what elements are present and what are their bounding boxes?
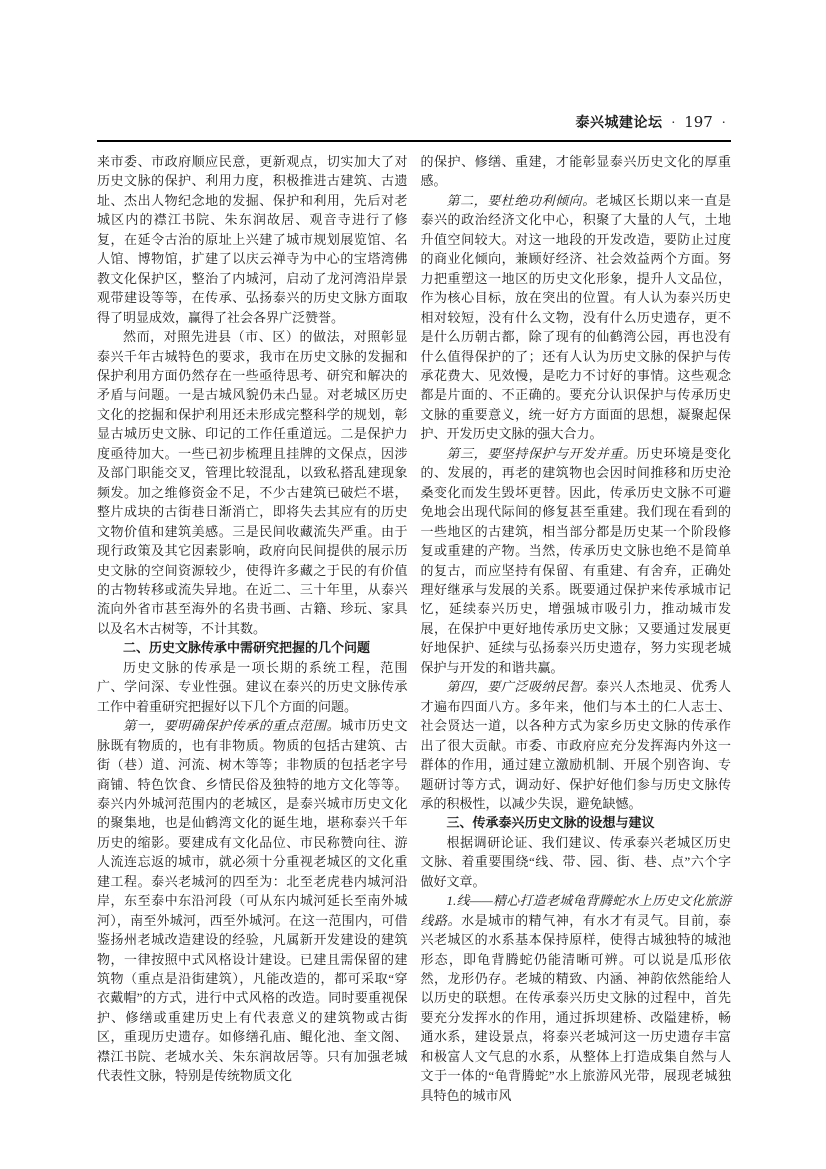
paragraph (421, 444, 732, 677)
paragraph-text: 城市历史文脉既有物质的，也有非物质。物质的包括古建筑、古街（巷）道、河流、树木等等；非物质的包括老字号商铺、特色饮食、乡情民俗及独特的地方文化等等。泰兴内外城河范围内的老城区，是泰兴城市历史文化的聚集地，也是仙鹤湾文化的诞生地，堪称泰兴千年历史的缩影。要建成有文化品位、市民称赞向往、游人流连忘返的城市，就必须十分重视老城区的文化重建工程。泰兴老城河的四至为：北至老虎巷内城河沿岸，东至泰中东沿河段（可从东内城河延长至南外城河），南至外城河，西至外城河。在这一范围内，可借鉴扬州老城改造建设的经验，凡属新开发建设的建筑物，一律按照中式风格设计建设。已建且需保留的建筑物（重点是沿街建筑），凡能改造的，都可采取“穿衣戴帽”的方式，进行中式风格的改造。同时要重视保护、修缮或重建历史上有代表意义的建筑物或古街区，重现历史遗存。如修缮孔庙、鲲化池、奎文阁、襟江书院、老城水关、朱东润故居等。只有加强老城代表性文脉，特别是传统物质文化 (97, 718, 408, 1084)
paragraph (421, 191, 732, 444)
page-header (97, 112, 731, 134)
paragraph-continuation: 的保护、修缮、重建，才能彰显泰兴历史文化的厚重感。 (420, 154, 731, 189)
journal-title: 泰兴城建论坛 (575, 114, 663, 130)
paragraph-lead: 第三，要坚持保护与开发并重。 (446, 445, 637, 461)
paragraph-text: 历史环境是变化的、发展的，再老的建筑物也会因时间推移和历史沧桑变化而发生毁坏更替。因此，传承历史文脉不可避免地会出现代际间的修复甚至重建。我们现在看到的一些地区的古建筑，相当部分都是历史某一个阶段修复或重建的产物。当然，传承历史文脉也绝不是简单的复古，而应坚持有保留、有重建、有舍弃，正确处理好继承与发展的关系。既要通过保护来传承城市记忆，延续泰兴历史，增强城市吸引力，推动城市发展，在保护中更好地传承历史文脉；又要通过发展更好地保护、延续与弘扬泰兴历史遗存，努力实现老城保护与开发的和谐共赢。 (420, 445, 731, 675)
page-number: 197 (684, 113, 713, 131)
paragraph-lead: 第一，要明确保护传承的重点范围。 (123, 718, 341, 734)
paragraph: 历史文脉的传承是一项长期的系统工程，范围广、学问深、专业性强。建议在泰兴的历史文脉传承工作中着重研究把握好以下几个方面的问题。 (97, 659, 408, 714)
left-column (97, 152, 408, 1105)
dot-separator: · (671, 116, 676, 131)
paragraph-continuation: 来市委、市政府顺应民意，更新观点，切实加大了对历史文脉的保护、利用力度，积极推进古建筑、古遗址、杰出人物纪念地的发掘、保护和利用，先后对老城区内的襟江书院、朱东润故居、观音寺进行了修复，在延令古治的原址上兴建了城市规划展览馆、名人馆、博物馆，扩建了以庆云禅寺为中心的宝塔湾佛教文化保护区，整治了内城河，启动了龙河湾沿岸景观带建设等等，在传承、弘扬泰兴的历史文脉方面取得了明显成效，赢得了社会各界广泛赞誉。 (97, 154, 408, 325)
text-columns (97, 152, 731, 1105)
paragraph: 根据调研论证、我们建议、传承泰兴老城区历史文脉、着重要围绕“线、带、园、街、巷、点”六个字做好文章。 (420, 834, 731, 889)
page-content (97, 112, 731, 1105)
paragraph-lead: 第二，要杜绝功利倾向。 (446, 192, 596, 208)
right-column (421, 152, 732, 1105)
paragraph (421, 891, 732, 1105)
paragraph-lead: 第四，要广泛吸纳民智。 (446, 679, 596, 695)
paragraph-lead: 1.线——精心打造老城龟背腾蛇水上历史文化旅游线路。 (420, 893, 731, 928)
paragraph: 然而，对照先进县（市、区）的做法，对照彰显泰兴千年古城特色的要求，我市在历史文脉的发掘和保护利用方面仍然存在一些亟待思考、研究和解决的矛盾与问题。一是古城风貌仍未凸显。对老城区历史文化的挖掘和保护利用还未形成完整科学的规划，彰显古城历史文脉、印记的工作任重道远。二是保护力度亟待加大。一些已初步梳理且挂牌的文保点，因涉及部门职能交叉，管理比较混乱，以致私搭乱建现象频发。加之维修资金不足，不少古建筑已破烂不堪，整片成块的古街巷日渐消亡，即将失去其应有的历史文物价值和建筑美感。三是民间收藏流失严重。由于现行政策及其它因素影响，政府向民间提供的展示历史文脉的空间资源较少，使得许多藏之于民的有价值的古物转移或流失异地。在近二、三十年里，从泰兴流向外省市甚至海外的名贵书画、古籍、珍玩、家具以及名木古树等，不计其数。 (97, 329, 408, 636)
header-rule (97, 140, 731, 142)
paragraph (97, 716, 408, 1086)
dot-separator: · (721, 116, 726, 131)
paragraph-text: 水是城市的精气神，有水才有灵气。目前，泰兴老城区的水系基本保持原样，使得古城独特的城池形态，即龟背腾蛇仍能清晰可辨。可以说是瓜形依然，龙形仍存。老城的精致、内涵、神韵依然能给人以历史的联想。在传承泰兴历史文脉的过程中，首先要充分发挥水的作用，通过拆坝建桥、改隘建桥，畅通水系，建设景点，将泰兴老城河这一历史遗存丰富和极富人文气息的水系，从整体上打造成集自然与人文于一体的“龟背腾蛇”水上旅游风光带，展现老城独具特色的城市风 (420, 912, 731, 1103)
paragraph-text: 泰兴人杰地灵、优秀人才遍布四面八方。多年来，他们与本土的仁人志士、社会贤达一道，以各种方式为家乡历史文脉的传承作出了很大贡献。市委、市政府应充分发挥海内外这一群体的作用，通过建立激励机制、开展个别咨询、专题研讨等方式，调动好、保护好他们参与历史文脉传承的积极性，以减少失误，避免缺憾。 (420, 679, 731, 811)
section-heading-problems: 二、历史文脉传承中需研究把握的几个问题 (123, 640, 371, 656)
section-heading-proposals: 三、传承泰兴历史文脉的设想与建议 (446, 815, 655, 831)
paragraph (421, 677, 732, 813)
paragraph-text: 老城区长期以来一直是泰兴的政治经济文化中心，积聚了大量的人气，土地升值空间较大。对这一地段的开发改造，要防止过度的商业化倾向，兼顾好经济、社会效益两个方面。努力把重塑这一地区的历史文化形象，提升人文品位，作为核心目标，放在突出的位置。有人认为泰兴历史相对较短，没有什么文物，没有什么历史遗存，更不是什么历朝古都，除了现有的仙鹤湾公园，再也没有什么值得保护的了；还有人认为历史文脉的保护与传承花费大、见效慢，是吃力不讨好的事情。这些观念都是片面的、不正确的。要充分认识保护与传承历史文脉的重要意义，统一好方方面面的思想，凝聚起保护、开发历史文脉的强大合力。 (420, 192, 731, 442)
